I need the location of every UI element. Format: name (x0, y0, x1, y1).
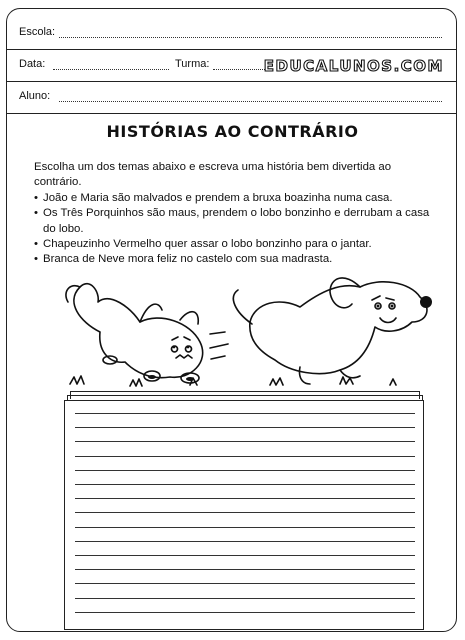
writing-line[interactable] (75, 441, 415, 442)
writing-line[interactable] (75, 569, 415, 570)
writing-line[interactable] (75, 512, 415, 513)
writing-paper[interactable] (64, 400, 424, 630)
theme-text: Chapeuzinho Vermelho quer assar o lobo bonzinho para o jantar. (43, 238, 372, 251)
writing-line[interactable] (75, 583, 415, 584)
intro-text: Escolha um dos temas abaixo e escreva uma história bem divertida ao contrário. (34, 161, 392, 189)
student-label: Aluno: (19, 90, 51, 102)
brand-logo: EDUCALUNOS.COM (263, 57, 444, 75)
theme-text: Branca de Neve mora feliz no castelo com sua madrasta. (43, 253, 333, 266)
writing-line[interactable] (75, 555, 415, 556)
writing-line[interactable] (75, 527, 415, 528)
writing-line[interactable] (75, 470, 415, 471)
divider (7, 81, 456, 82)
list-item: • João e Maria são malvados e prendem a bruxa boazinha numa casa. (34, 191, 434, 206)
writing-line[interactable] (75, 413, 415, 414)
divider (7, 113, 456, 114)
school-label: Escola: (19, 26, 56, 38)
cat-dog-illustration (40, 252, 440, 394)
list-item: • Branca de Neve mora feliz no castelo com sua madrasta. (34, 252, 434, 267)
class-field[interactable] (213, 69, 267, 70)
writing-line[interactable] (75, 484, 415, 485)
divider (7, 49, 456, 50)
school-row (15, 23, 448, 43)
theme-text: João e Maria são malvados e prendem a bruxa boazinha numa casa. (43, 191, 393, 204)
writing-line[interactable] (75, 427, 415, 428)
writing-line[interactable] (75, 456, 415, 457)
student-row (15, 87, 448, 107)
theme-text: Os Três Porquinhos são maus, prendem o lobo bonzinho e derrubam a casa do lobo. (43, 207, 430, 235)
date-field[interactable] (53, 69, 169, 70)
writing-line[interactable] (75, 541, 415, 542)
writing-line[interactable] (75, 498, 415, 499)
dog-nose (420, 296, 432, 308)
list-item: • Chapeuzinho Vermelho quer assar o lobo bonzinho para o jantar. (34, 237, 434, 252)
student-field[interactable] (59, 101, 442, 102)
list-item: • Os Três Porquinhos são maus, prendem o lobo bonzinho e derrubam a casa do lobo. (34, 206, 434, 237)
page-title: HISTÓRIAS AO CONTRÁRIO (106, 122, 359, 141)
writing-line[interactable] (75, 598, 415, 599)
date-label: Data: (19, 58, 46, 70)
writing-line[interactable] (75, 612, 415, 613)
school-field[interactable] (59, 37, 442, 38)
class-label: Turma: (175, 58, 210, 70)
